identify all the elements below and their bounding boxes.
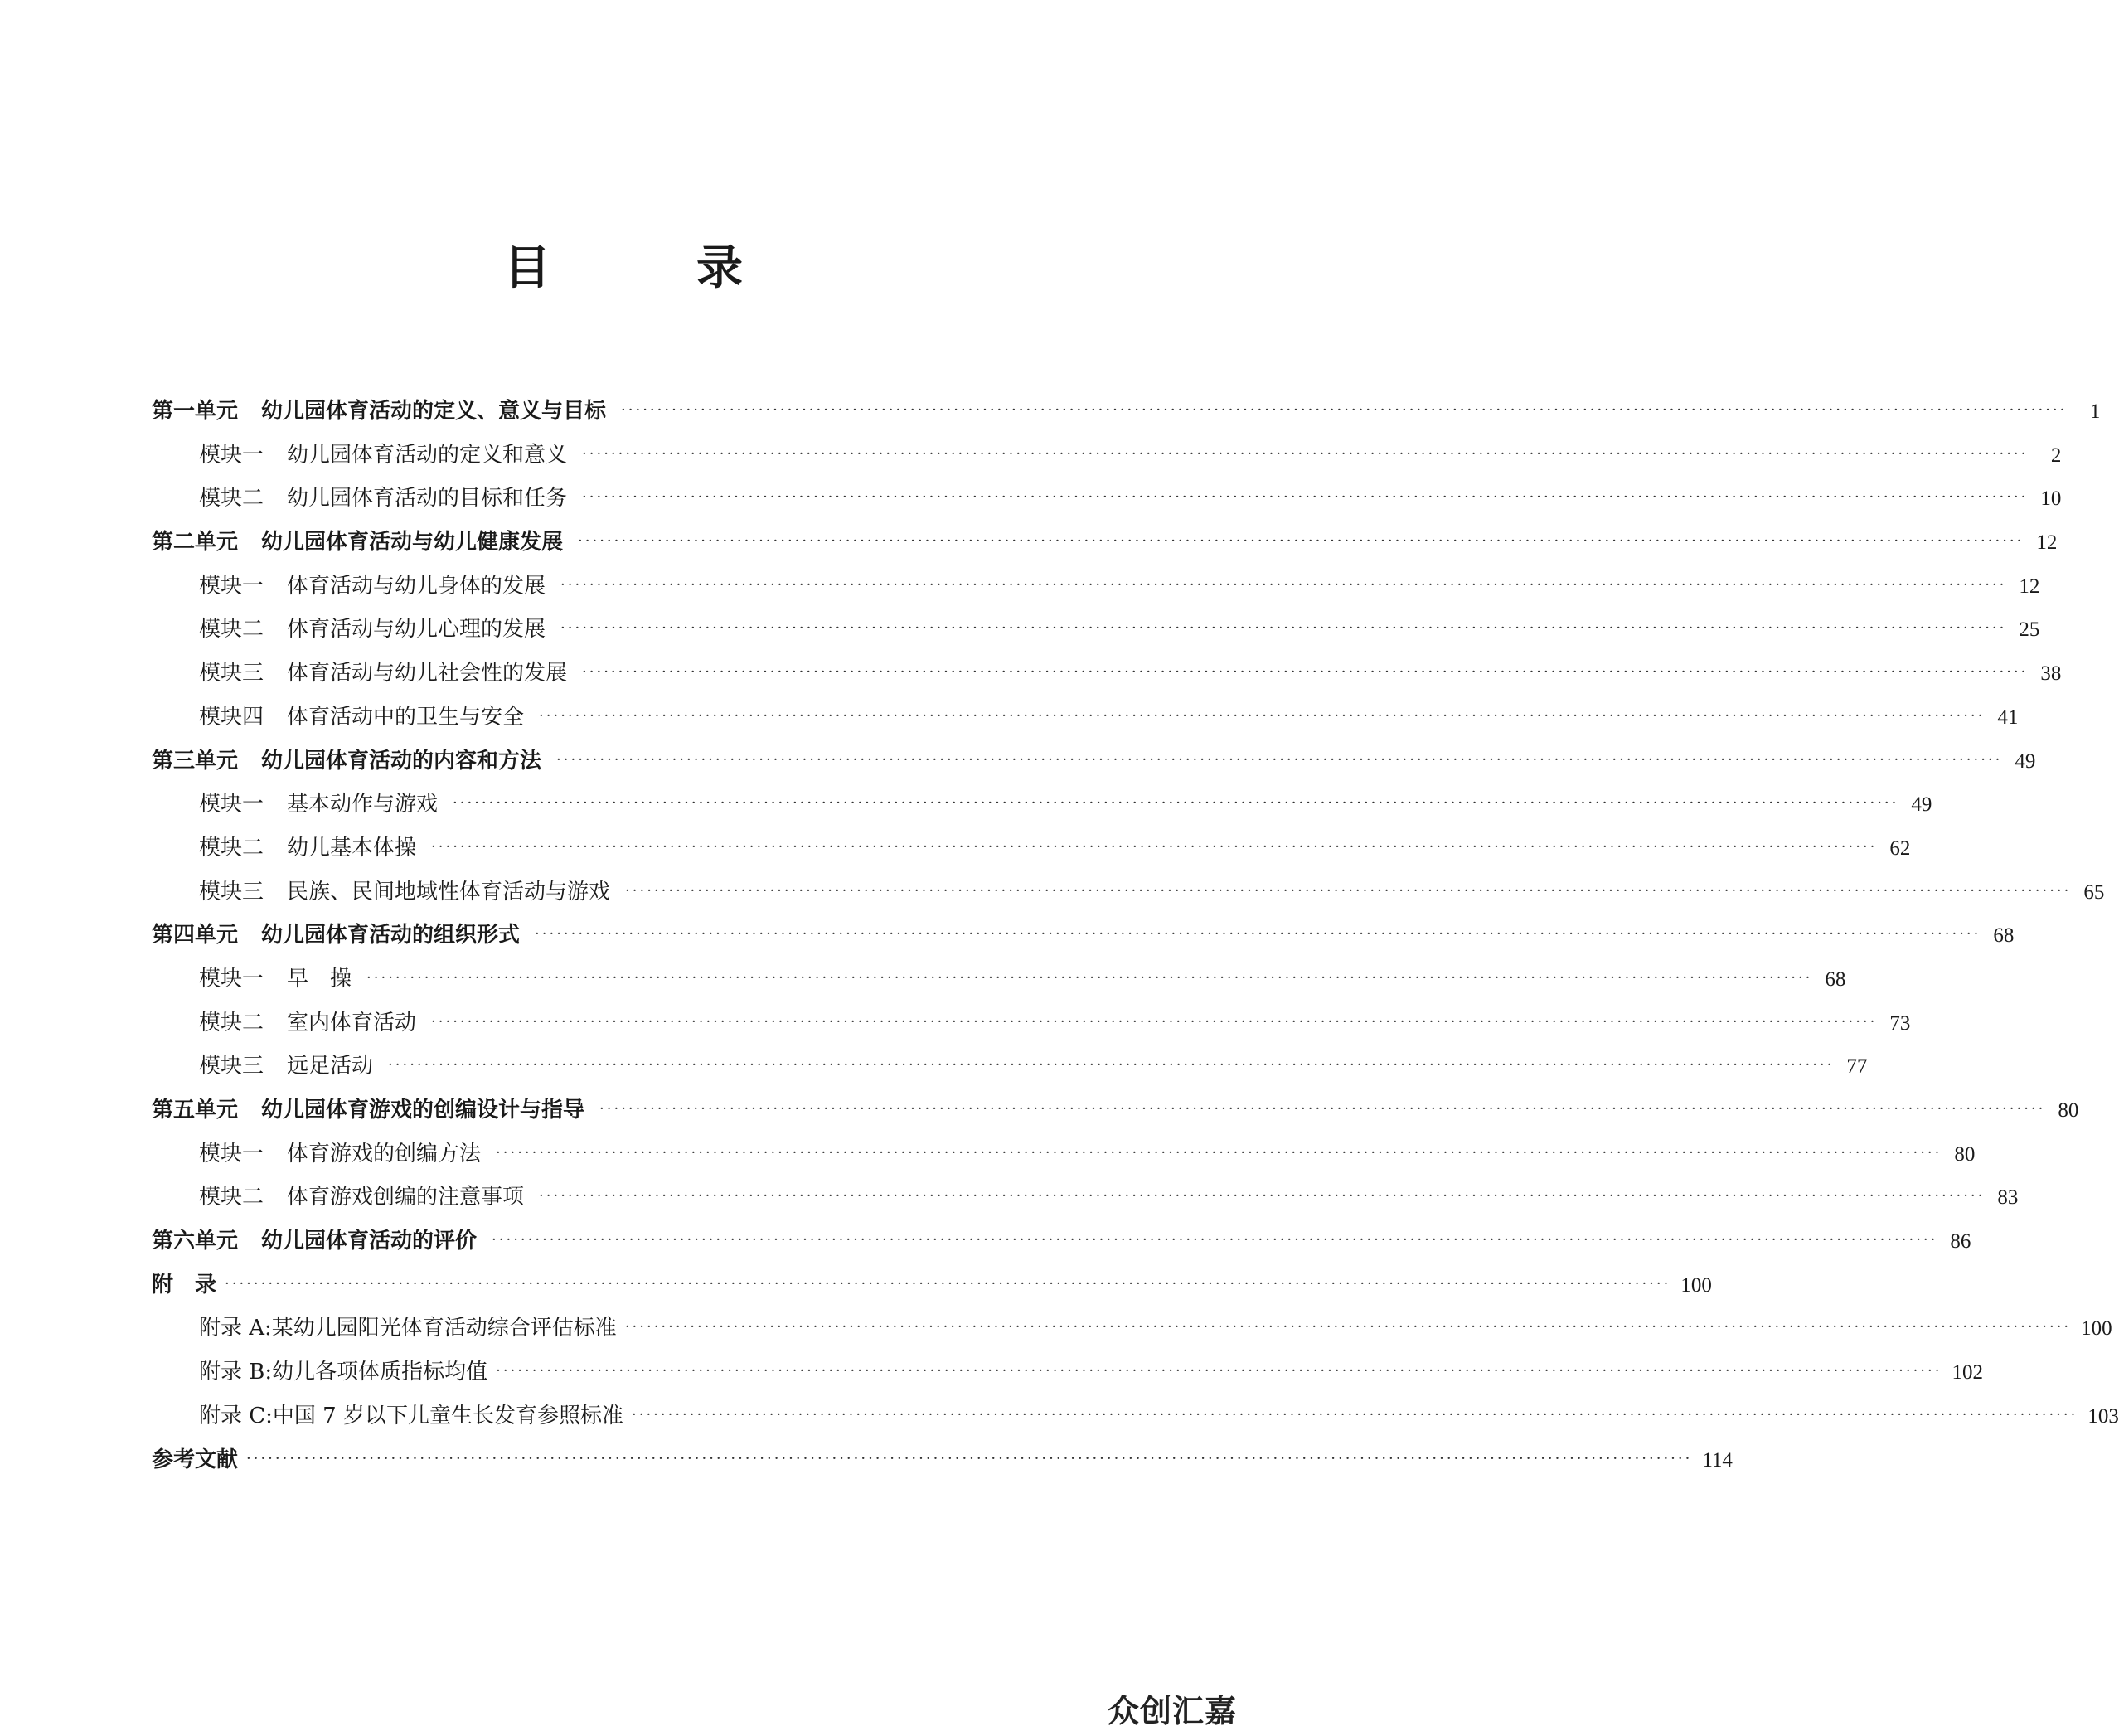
toc-entry-label: 体育活动与幼儿心理的发展 [287, 617, 546, 643]
toc-entry-label: 附录 C:中国 7 岁以下儿童生长发育参照标准 [199, 1403, 623, 1428]
toc-entry-prefix: 模块二 [199, 1010, 264, 1035]
toc-module-entry[interactable] [152, 1394, 2119, 1438]
toc-dot-leader: ········································································································································································································ [582, 488, 2029, 507]
toc-entry-label: 幼儿园体育游戏的创编设计与指导 [261, 1098, 585, 1123]
toc-entry-label: 幼儿园体育活动与幼儿健康发展 [261, 530, 564, 555]
toc-module-entry[interactable] [152, 827, 1911, 870]
toc-entry-prefix: 第四单元 [152, 923, 239, 948]
toc-entry-label: 远足活动 [287, 1054, 374, 1079]
toc-entry-label: 体育游戏创编的注意事项 [287, 1185, 525, 1210]
toc-entry-prefix: 模块一 [199, 573, 264, 599]
toc-page-number: 77 [1846, 1055, 1868, 1079]
toc-entry-label: 幼儿园体育活动的内容和方法 [261, 748, 542, 773]
toc-page-number: 41 [1997, 706, 2019, 729]
toc-entry-label: 民族、民间地域性体育活动与游戏 [287, 879, 611, 904]
toc-entry-prefix: 模块二 [199, 617, 264, 643]
toc-dot-leader: ········································································································································································································ [492, 1231, 1938, 1249]
toc-dot-leader: ········································································································································································································ [621, 401, 2068, 419]
toc-entry-prefix: 模块一 [199, 792, 264, 817]
toc-dot-leader: ········································································································································································································ [560, 619, 2007, 638]
toc-page-number: 49 [2015, 749, 2036, 773]
toc-unit-entry[interactable] [152, 1263, 1712, 1307]
toc-page-number: 62 [1889, 836, 1911, 860]
toc-page-number: 2 [2050, 444, 2062, 467]
toc-entry-prefix: 模块三 [199, 879, 264, 904]
toc-dot-leader: ········································································································································································································ [560, 575, 2007, 594]
toc-page-number: 102 [1952, 1361, 1983, 1384]
toc-entry-label: 体育活动与幼儿社会性的发展 [287, 661, 568, 686]
toc-unit-entry[interactable] [152, 1438, 1733, 1482]
toc-entry-label: 附 录 [152, 1272, 217, 1297]
toc-module-entry[interactable] [152, 477, 2062, 521]
toc-dot-leader: ········································································································································································································ [599, 1100, 2046, 1118]
toc-dot-leader: ········································································································································································································ [535, 925, 1981, 943]
toc-module-entry[interactable] [152, 1001, 1911, 1045]
toc-unit-entry[interactable] [152, 739, 2036, 783]
toc-entry-label: 幼儿园体育活动的组织形式 [261, 923, 521, 948]
toc-unit-entry[interactable] [152, 914, 2015, 958]
toc-dot-leader: ········································································································································································································ [496, 1362, 1942, 1380]
toc-entry-label: 早 操 [287, 966, 352, 992]
toc-entry-label: 体育游戏的创编方法 [287, 1141, 482, 1166]
toc-page-number: 114 [1702, 1448, 1733, 1472]
toc-page-number: 100 [1680, 1273, 1712, 1297]
toc-module-entry[interactable] [152, 1176, 2019, 1220]
toc-page-number: 73 [1889, 1011, 1911, 1035]
toc-module-entry[interactable] [152, 1132, 1976, 1176]
toc-dot-leader: ········································································································································································································ [578, 532, 2024, 550]
toc-entry-label: 基本动作与游戏 [287, 792, 439, 817]
toc-page-number: 25 [2019, 618, 2040, 642]
toc-entry-prefix: 模块一 [199, 1141, 264, 1166]
toc-page-number: 49 [1911, 793, 1932, 817]
toc-entry-label: 参考文献 [152, 1447, 239, 1472]
toc-dot-leader: ········································································································································································································ [225, 1274, 1671, 1292]
toc-entry-prefix: 第一单元 [152, 399, 239, 424]
toc-module-entry[interactable] [152, 870, 2105, 914]
toc-module-entry[interactable] [152, 1350, 1983, 1394]
toc-entry-label: 幼儿基本体操 [287, 835, 417, 861]
toc-page-number: 80 [1954, 1142, 1976, 1166]
toc-dot-leader: ········································································································································································································ [496, 1143, 1942, 1161]
toc-entry-prefix: 第三单元 [152, 748, 239, 773]
toc-dot-leader: ········································································································································································································ [246, 1449, 1693, 1467]
toc-dot-leader: ········································································································································································································ [539, 706, 1986, 725]
toc-entry-prefix: 第六单元 [152, 1229, 239, 1254]
toc-module-entry[interactable] [152, 434, 2062, 478]
toc-entry-prefix: 第五单元 [152, 1098, 239, 1123]
toc-page-number: 100 [2081, 1317, 2112, 1341]
page-title: 目 录 [504, 240, 793, 295]
toc-dot-leader: ········································································································································································································ [632, 1405, 2078, 1423]
toc-entry-prefix: 模块四 [199, 704, 264, 730]
toc-dot-leader: ········································································································································································································ [388, 1056, 1835, 1074]
toc-dot-leader: ········································································································································································································ [582, 663, 2029, 681]
toc-dot-leader: ········································································································································································································ [366, 968, 1813, 987]
toc-unit-entry[interactable] [152, 1220, 1971, 1263]
toc-page-number: 83 [1997, 1186, 2019, 1210]
toc-entry-prefix: 模块一 [199, 966, 264, 992]
toc-unit-entry[interactable] [152, 390, 2101, 434]
toc-entry-label: 幼儿园体育活动的定义和意义 [287, 442, 568, 468]
toc-entry-label: 幼儿园体育活动的评价 [261, 1229, 478, 1254]
toc-page-number: 68 [1993, 924, 2015, 948]
toc-unit-entry[interactable] [152, 521, 2058, 565]
toc-entry-label: 体育活动中的卫生与安全 [287, 704, 525, 730]
toc-entry-prefix: 模块三 [199, 1054, 264, 1079]
toc-entry-label: 附录 A:某幼儿园阳光体育活动综合评估标准 [199, 1316, 617, 1341]
toc-module-entry[interactable] [152, 783, 1932, 827]
toc-page-number: 38 [2040, 662, 2062, 686]
toc-dot-leader: ········································································································································································································ [431, 837, 1878, 856]
toc-dot-leader: ········································································································································································································ [556, 750, 2003, 769]
toc-entry-prefix: 模块二 [199, 1185, 264, 1210]
table-of-contents [152, 390, 2119, 1481]
toc-entry-prefix: 模块二 [199, 486, 264, 512]
toc-entry-prefix: 模块二 [199, 835, 264, 861]
toc-entry-label: 室内体育活动 [287, 1010, 417, 1035]
toc-page-number: 80 [2058, 1099, 2079, 1122]
watermark-logo: 众创汇嘉 [1107, 1693, 1237, 1729]
toc-module-entry[interactable] [152, 608, 2040, 652]
toc-dot-leader: ········································································································································································································ [539, 1187, 1986, 1205]
toc-module-entry[interactable] [152, 565, 2040, 609]
toc-entry-label: 附录 B:幼儿各项体质指标均值 [199, 1360, 488, 1385]
toc-entry-prefix: 第二单元 [152, 530, 239, 555]
toc-dot-leader: ········································································································································································································ [625, 881, 2072, 900]
toc-module-entry[interactable] [152, 958, 1846, 1001]
toc-entry-prefix: 模块一 [199, 442, 264, 468]
toc-page-number: 86 [1950, 1230, 1971, 1254]
toc-page-number: 65 [2083, 880, 2105, 904]
toc-dot-leader: ········································································································································································································ [453, 794, 1899, 812]
toc-module-entry[interactable] [152, 696, 2019, 739]
toc-dot-leader: ········································································································································································································ [431, 1012, 1878, 1030]
toc-dot-leader: ········································································································································································································ [624, 1318, 2072, 1336]
toc-module-entry[interactable] [152, 652, 2062, 696]
toc-page-number: 68 [1825, 967, 1846, 991]
toc-dot-leader: ········································································································································································································ [582, 444, 2029, 463]
toc-page-number: 1 [2089, 400, 2101, 423]
toc-entry-label: 幼儿园体育活动的定义、意义与目标 [261, 399, 607, 424]
toc-entry-prefix: 模块三 [199, 661, 264, 686]
toc-entry-label: 体育活动与幼儿身体的发展 [287, 573, 546, 599]
toc-page-number: 103 [2087, 1404, 2119, 1428]
toc-module-entry[interactable] [152, 1045, 1868, 1089]
toc-module-entry[interactable] [152, 1307, 2112, 1350]
toc-unit-entry[interactable] [152, 1089, 2079, 1132]
toc-page-number: 12 [2019, 575, 2040, 598]
toc-page-number: 12 [2036, 531, 2058, 555]
toc-entry-label: 幼儿园体育活动的目标和任务 [287, 486, 568, 512]
toc-page-number: 10 [2040, 487, 2062, 511]
